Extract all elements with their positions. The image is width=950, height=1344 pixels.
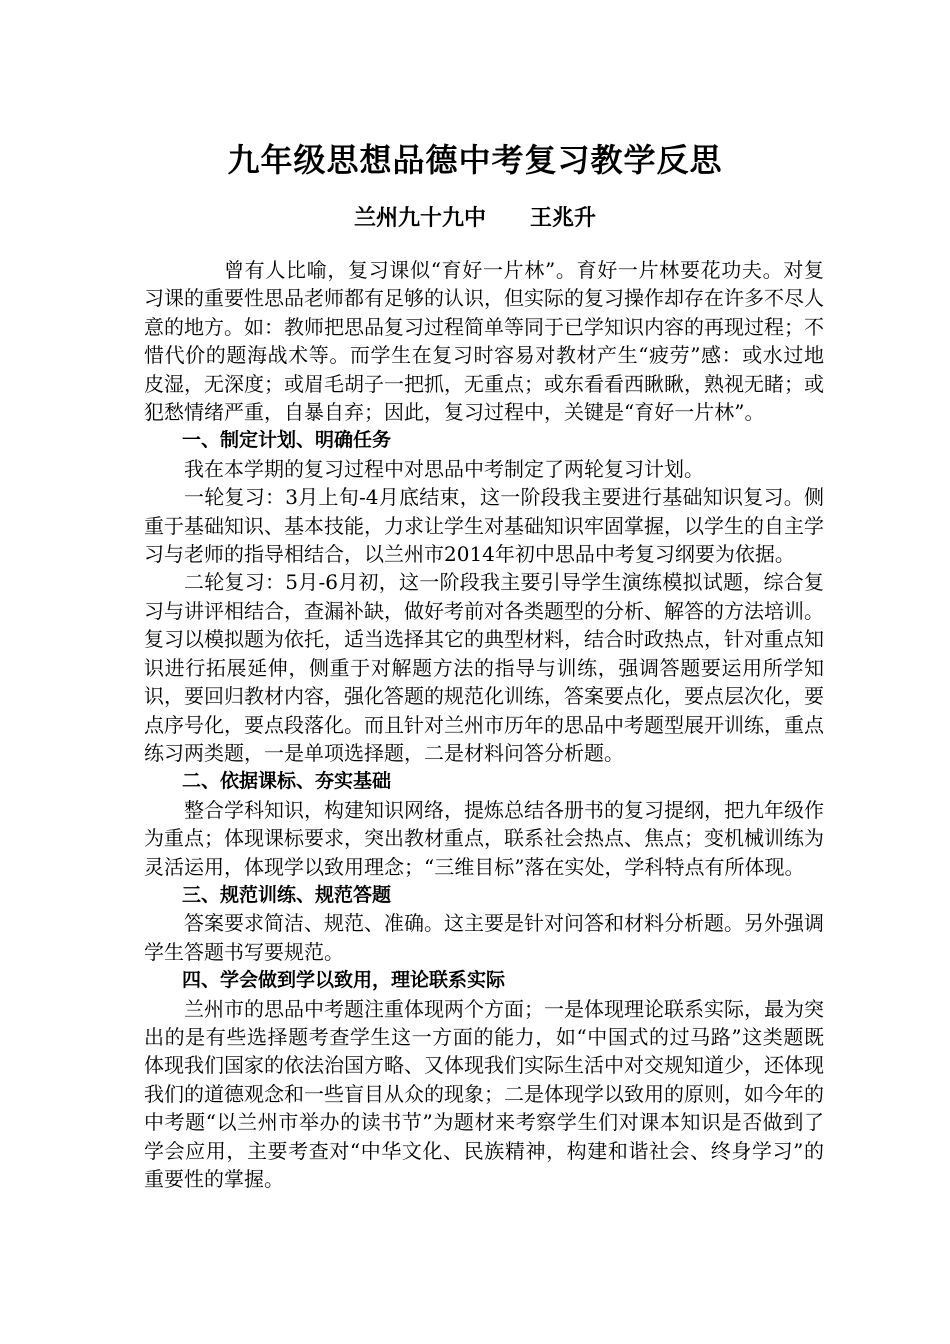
section-1-paragraph-2: 一轮复习：3月上旬-4月底结束，这一阶段我主要进行基础知识复习。侧重于基础知识、基本技能，力求让学生对基础知识牢固掌握，以学生的自主学习与老师的指导相结合，以兰州市2014年初中思品中考复习纲要为依据。 — [144, 485, 824, 567]
section-4-paragraph-1: 兰州市的思品中考题注重体现两个方面；一是体现理论联系实际，最为突出的是有些选择题考查学生这一方面的能力，如“中国式的过马路”这类题既体现我们国家的依法治国方略、又体现我们实际生活中对交规知道少，还体现我们的道德观念和一些盲目从众的现象；二是体现学以致用的原则，如今年的中考题“以兰州市举办的读书节”为题材来考察学生们对课本知识是否做到了学会应用，主要考查对“中华文化、民族精神，构建和谐社会、终身学习”的重要性的掌握。 — [144, 996, 824, 1191]
author-line: 兰州九十九中 王兆升 — [353, 206, 596, 231]
section-1-paragraph-3: 二轮复习：5月-6月初，这一阶段我主要引导学生演练模拟试题，综合复习与讲评相结合，查漏补缺，做好考前对各类题型的分析、解答的方法培训。复习以模拟题为依托，适当选择其它的典型材料，结合时政热点，针对重点知识进行拓展延伸，侧重于对解题方法的指导与训练，强调答题要运用所学知识，要回归教材内容，强化答题的规范化训练，答案要点化，要点层次化，要点序号化，要点段落化。而且针对兰州市历年的思品中考题型展开训练，重点练习两类题，一是单项选择题，二是材料问答分析题。 — [144, 570, 824, 765]
intro-paragraph: 曾有人比喻，复习课似“育好一片林”。育好一片林要花功夫。对复习课的重要性思品老师都有足够的认识，但实际的复习操作却存在许多不尽人意的地方。如：教师把思品复习过程简单等同于已学知识内容的再现过程；不惜代价的题海战术等。而学生在复习时容易对教材产生“疲劳”感：或水过地皮湿，无深度；或眉毛胡子一把抓，无重点；或东看看西瞅瞅，熟视无睹；或犯愁情绪严重，自暴自弃；因此，复习过程中，关键是“育好一片林”。 — [144, 258, 824, 425]
section-heading-3: 三、规范训练、规范答题 — [182, 883, 392, 906]
document-title: 九年级思想品德中考复习教学反思 — [227, 141, 723, 179]
section-heading-1: 一、制定计划、明确任务 — [182, 429, 392, 452]
section-1-paragraph-1: 我在本学期的复习过程中对思品中考制定了两轮复习计划。 — [184, 456, 704, 481]
section-3-paragraph-1: 答案要求简洁、规范、准确。这主要是针对问答和材料分析题。另外强调学生答题书写要规范。 — [144, 911, 824, 964]
document-body — [144, 256, 824, 1193]
section-heading-2: 二、依据课标、夯实基础 — [182, 770, 392, 793]
section-heading-4: 四、学会做到学以致用，理论联系实际 — [182, 969, 506, 992]
section-2-paragraph-1: 整合学科知识，构建知识网络，提炼总结各册书的复习提纲，把九年级作为重点；体现课标要求，突出教材重点，联系社会热点、焦点；变机械训练为灵活运用，体现学以致用理念；“三维目标”落在实处，学科特点有所体现。 — [144, 797, 824, 879]
